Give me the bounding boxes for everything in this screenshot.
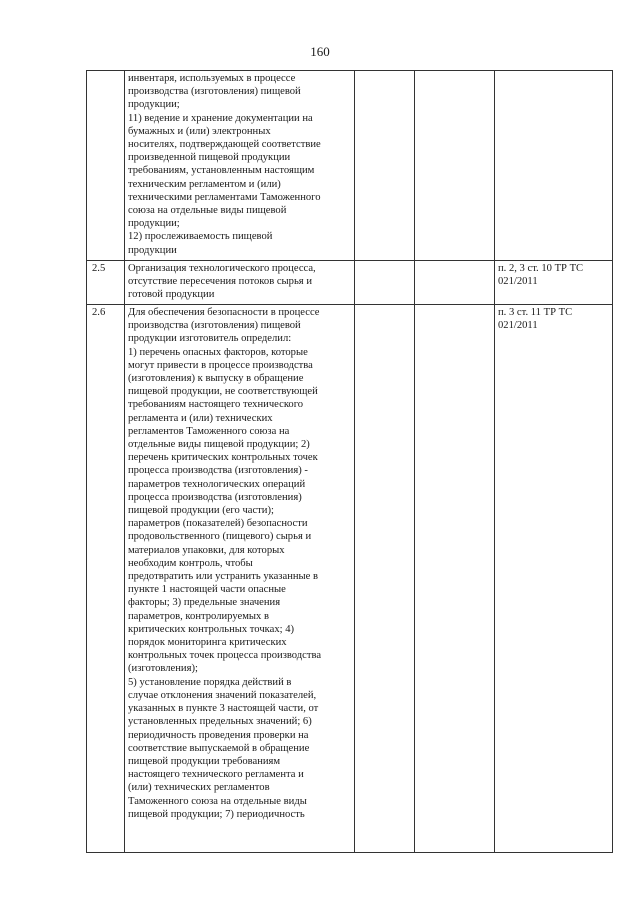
- table-row: [87, 71, 613, 261]
- table-row: [87, 261, 613, 305]
- empty-cell: [355, 305, 415, 853]
- requirement-text: Для обеспечения безопасности в процессе производства (изготовления) пищевой продукции изготовитель определил: 1) перечень опасных факторов, которые могут привести в процессе производства (изготовления) к выпуску в обращение пищевой продукции, не соответствующей требованиям настоящего технического регламента и (или) технических регламентов Таможенного союза на отдельные виды пищевой продукции; 2) перечень критических контрольных точек процесса производства (изготовления) - параметров технологических операций процесса производства (изготовления) пищевой продукции (его части); параметров (показателей) безопасности продовольственного (пищевого) сырья и материалов упаковки, для которых необходим контроль, чтобы предотвратить или устранить указанные в пункте 1 настоящей части опасные факторы; 3) предельные значения параметров, контролируемых в критических контрольных точках; 4) порядок мониторинга критических контрольных точек процесса производства (изготовления); 5) установление порядка действий в случае отклонения значений показателей, указанных в пункте 3 настоящей части, от установленных предельных значений; 6) периодичность проведения проверки на соответствие выпускаемой в обращение пищевой продукции требованиям настоящего технического регламента и (или) технических регламентов Таможенного союза на отдельные виды пищевой продукции; 7) периодичность: [128, 307, 322, 820]
- table-row: [87, 305, 613, 853]
- empty-cell: [355, 261, 415, 305]
- empty-cell: [415, 71, 495, 261]
- empty-cell: [415, 261, 495, 305]
- requirement-text: Организация технологического процесса, отсутствие пересечения потоков сырья и готовой продукции: [128, 263, 316, 301]
- row-number-cell: [87, 261, 125, 305]
- reference-cell: [495, 71, 613, 261]
- reference-cell: [495, 261, 613, 305]
- requirement-cell: [125, 71, 355, 261]
- empty-cell: [415, 305, 495, 853]
- row-number: 2.5: [92, 263, 106, 274]
- empty-cell: [355, 71, 415, 261]
- requirements-table: [86, 70, 613, 853]
- requirement-text: инвентаря, используемых в процессе производства (изготовления) пищевой продукции; 11) ведение и хранение документации на бумажных и (или) электронных носителях, подтверждающей соответствие произведенной пищевой продукции требованиям, установленным настоящим техническим регламентом и (или) техническими регламентами Таможенного союза на отдельные виды пищевой продукции; 12) прослеживаемость пищевой продукции: [128, 73, 321, 256]
- page-number: 160: [310, 44, 330, 59]
- reference-text: п. 2, 3 ст. 10 ТР ТС 021/2011: [498, 263, 584, 288]
- requirement-cell: [125, 261, 355, 305]
- row-number-cell: [87, 71, 125, 261]
- row-number: 2.6: [92, 307, 106, 318]
- reference-cell: [495, 305, 613, 853]
- requirement-cell: [125, 305, 355, 853]
- reference-text: п. 3 ст. 11 ТР ТС 021/2011: [498, 307, 573, 332]
- row-number-cell: [87, 305, 125, 853]
